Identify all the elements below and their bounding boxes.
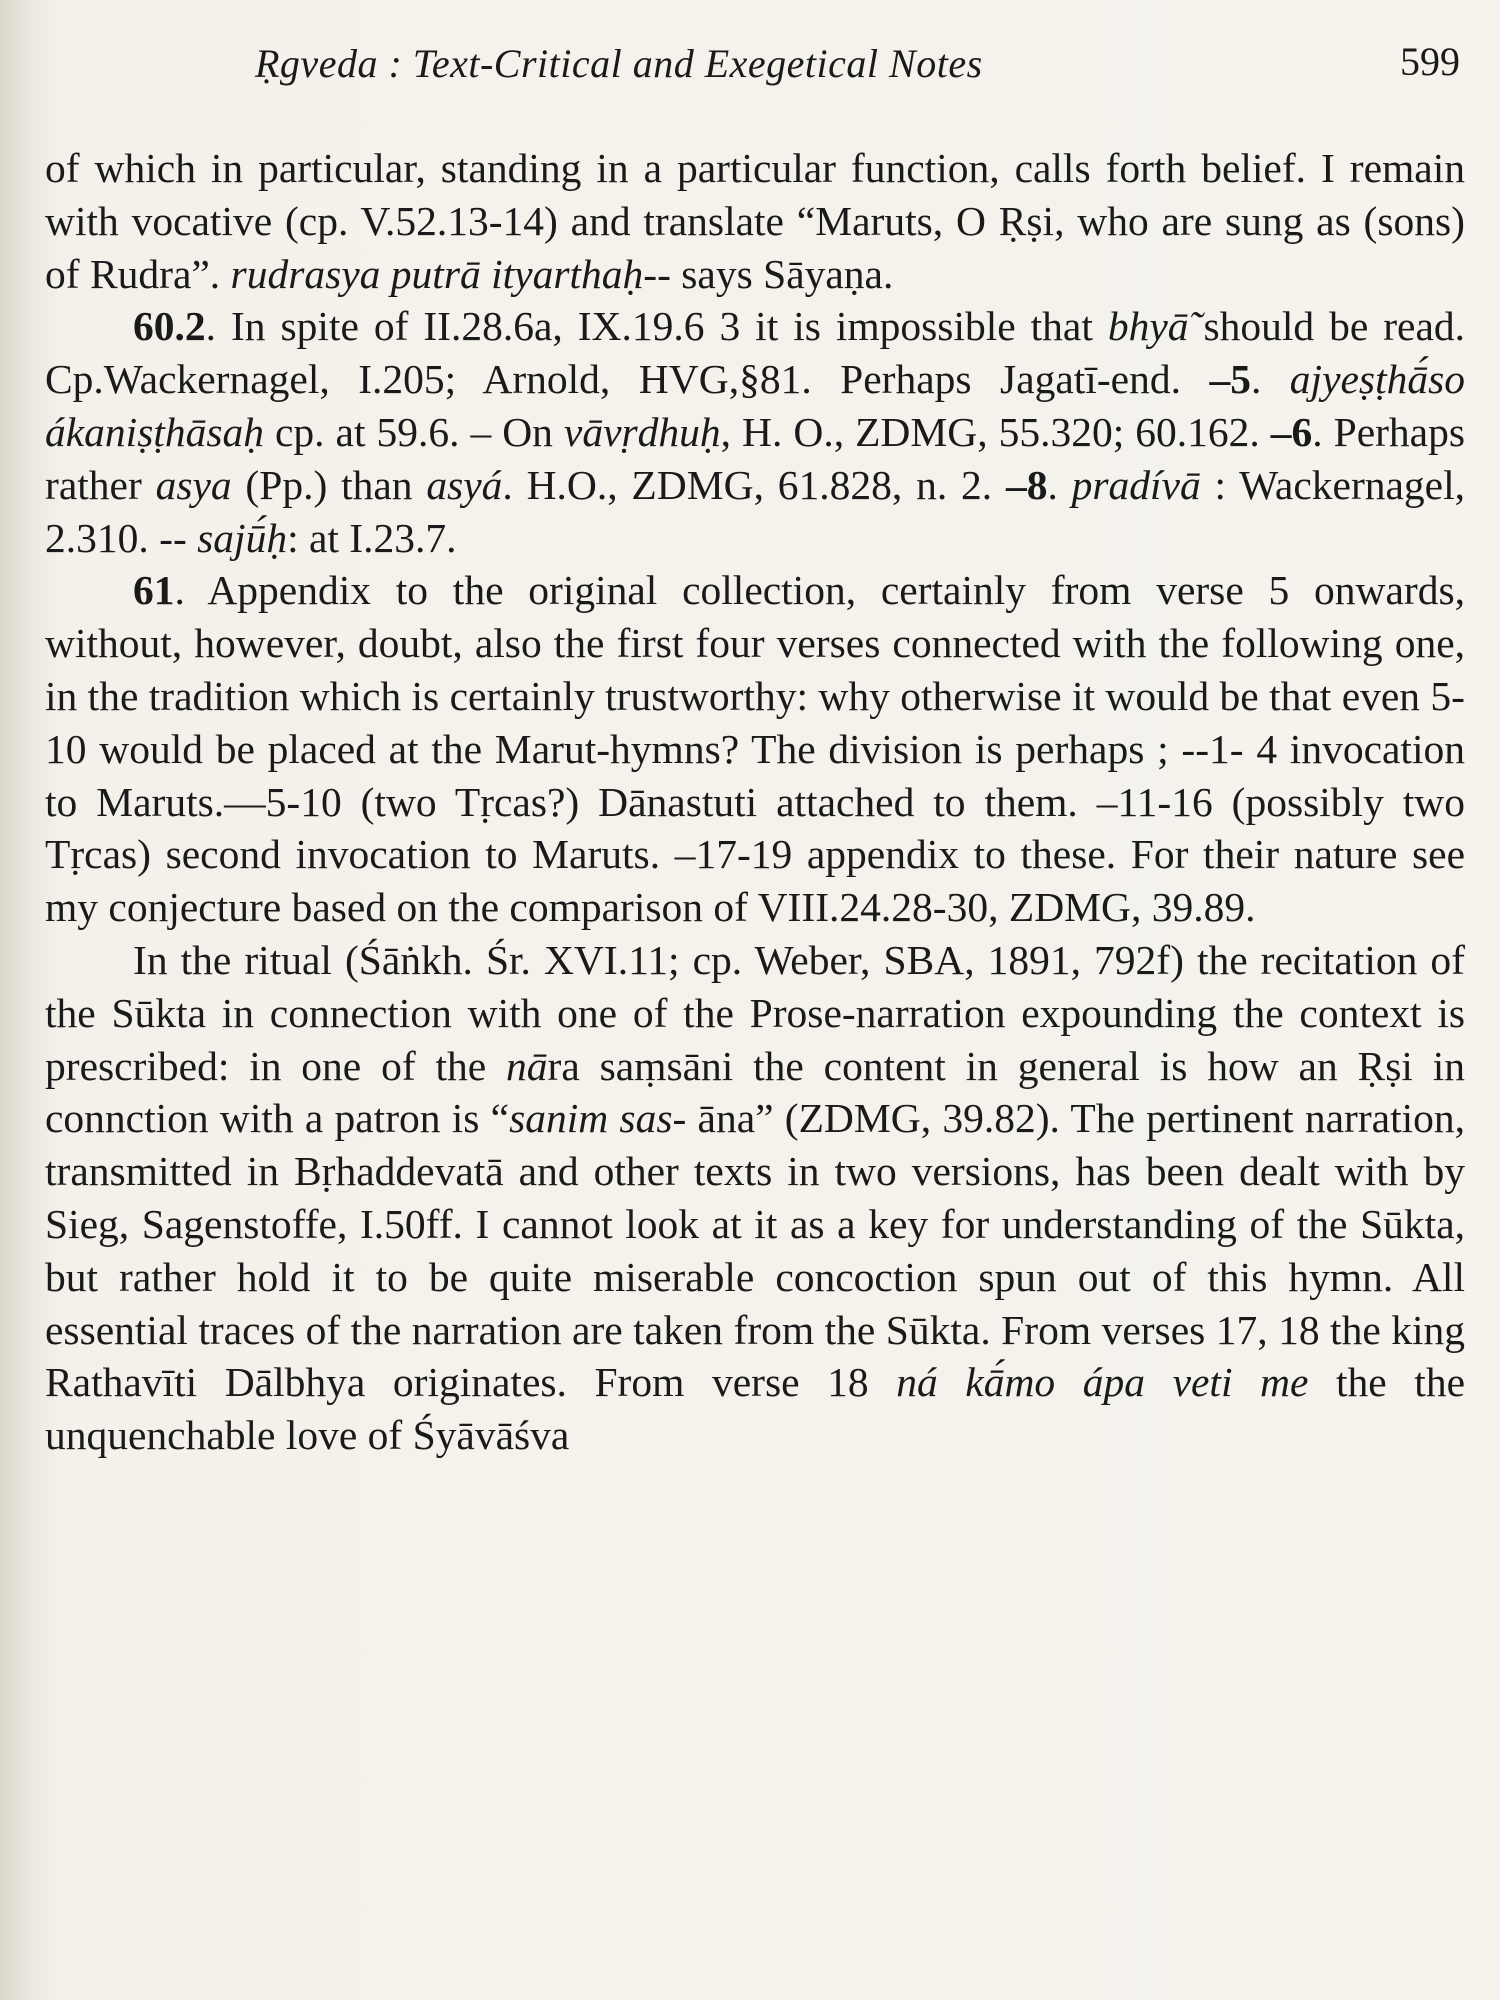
italic-term: asya (155, 461, 232, 508)
text-run: the the unquenchable love of Śyāvāśva (45, 1359, 1465, 1459)
italic-term: bhyā̃ (1107, 303, 1189, 350)
bold-ref: –6 (1270, 408, 1313, 455)
note-60-2 (45, 300, 1465, 564)
bold-ref: –8 (1005, 461, 1048, 508)
page-header (255, 30, 1460, 100)
text-run: . (1047, 461, 1072, 508)
italic-term: rudrasya putrā ityarthaḥ (230, 250, 644, 297)
text-run: , H. O., ZDMG, 55.320; 60.162. (720, 408, 1271, 455)
italic-term: ná kā́mo ápa veti me (896, 1359, 1309, 1406)
italic-term: vāvṛdhuḥ (563, 408, 721, 455)
bold-ref: 61 (133, 567, 175, 614)
running-title: Ṛgveda : Text-Critical and Exegetical Notes (255, 41, 983, 86)
italic-term: nā (506, 1042, 548, 1089)
text-run: should be read. Cp.Wackernagel, I.205; Arnold, HVG,§81. Perhaps Jagatī-end. (45, 303, 1466, 403)
text-run: (Pp.) than (231, 461, 427, 508)
text-run: - āna” (ZDMG, 39.82). The pertinent narration, transmitted in Bṛhaddevatā and other texts in two versions, has been dealt with by Sieg, Sagenstoffe, I.50ff. I cannot look at it as a key for understanding of the Sūkta, but rather hold it to be quite miserable concoction spun out of this hymn. All essential traces of the narration are taken from the Sūkta. From verses 17, 18 the king Rathavīti Dālbhya originates. From verse 18 (45, 1095, 1466, 1406)
bold-ref: –5 (1209, 356, 1251, 403)
text-run: : at I.23.7. (287, 514, 457, 561)
bold-ref: 60.2 (133, 303, 206, 350)
body-text (45, 142, 1465, 1462)
text-run: : Wackernagel, 2.310. -- (45, 461, 1466, 561)
italic-term: pradívā (1071, 461, 1201, 508)
text-run: . In spite of II.28.6a, IX.19.6 3 it is impossible that (205, 303, 1108, 350)
text-run: In the ritual (Śāṅkh. Śr. XVI.11; cp. Weber, SBA, 1891, 792f) the recitation of the Sūkta in connection with one of the Prose-narration expounding the context is prescribed: in one of the (45, 936, 1465, 1089)
text-run: . H.O., ZDMG, 61.828, n. 2. (502, 461, 1006, 508)
italic-term: ajyeṣṭhā́so ákaniṣṭhāsaḥ (45, 356, 1465, 455)
page-number: 599 (1400, 39, 1460, 84)
italic-term: sajū́ḥ (197, 514, 288, 561)
paragraph-continuation (45, 142, 1465, 300)
text-run: . Perhaps rather (45, 408, 1466, 508)
text-run: ra saṃsāni the content in general is how an Ṛṣi in connction with a patron is “ (45, 1042, 1466, 1142)
note-61 (45, 564, 1465, 934)
text-run: . Appendix to the original collection, certainly from verse 5 onwards, without, however, doubt, also the first four verses connected with the following one, in the tradition which is certainly trustworthy: why otherwise it would be that even 5-10 would be placed at the Marut-hymns? The division is perhaps ; --1- 4 invocation to Maruts.—5-10 (two Tṛcas?) Dānastuti attached to them. –11-16 (possibly two Tṛcas) second invocation to Maruts. –17-19 appendix to these. For their nature see my conjecture based on the comparison of VIII.24.28-30, ZDMG, 39.89. (45, 567, 1465, 931)
text-run: . (1250, 356, 1290, 403)
italic-term: sanim sas (509, 1095, 673, 1142)
text-run: of which in particular, standing in a particular function, calls forth belief. I remain with vocative (cp. V.52.13-14) and translate “Maruts, O Ṛṣi, who are sung as (sons) of Rudra”. (45, 145, 1465, 297)
text-run: cp. at 59.6. – On (264, 408, 564, 455)
text-run: -- says Sāyaṇa. (643, 250, 894, 297)
italic-term: asyá (426, 461, 503, 508)
paragraph-ritual (45, 934, 1465, 1462)
